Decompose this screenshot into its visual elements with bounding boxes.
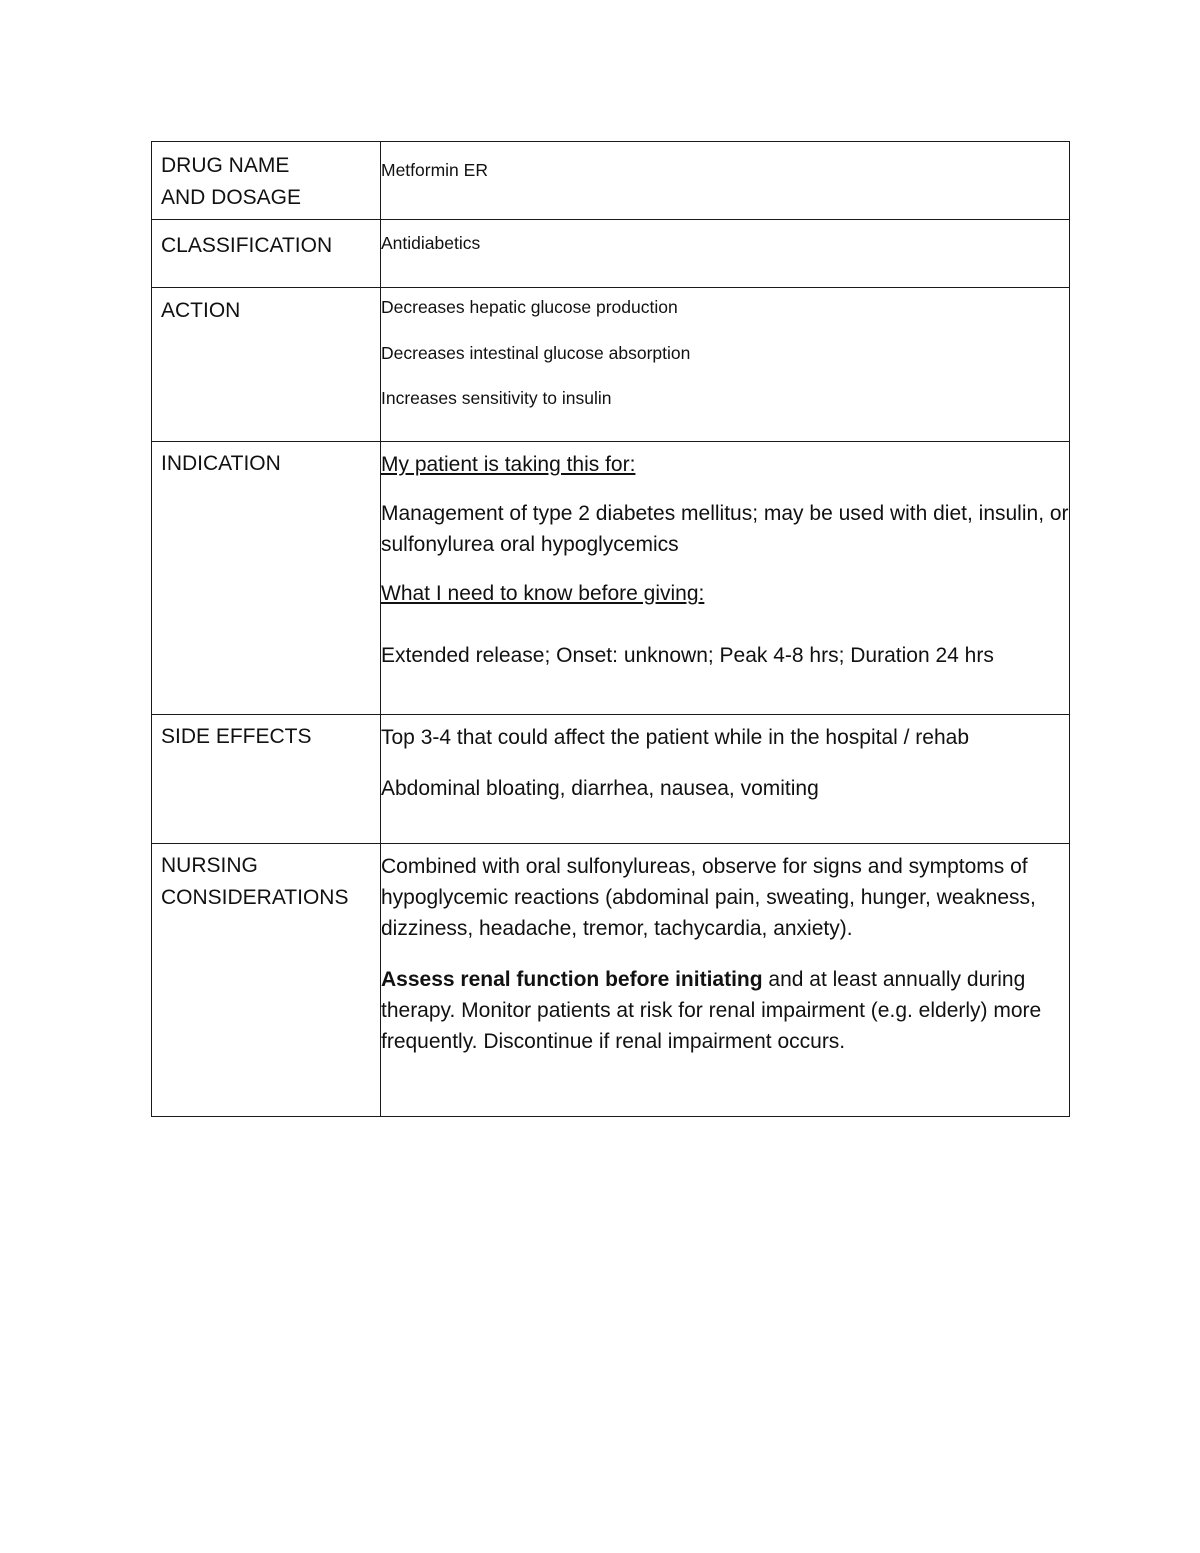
before-giving-text: Extended release; Onset: unknown; Peak 4-8 hrs; Duration 24 hrs [381, 644, 994, 667]
before-giving-heading: What I need to know before giving: [381, 582, 705, 605]
action-label: ACTION [161, 299, 241, 322]
side-effects-list: Abdominal bloating, diarrhea, nausea, vomiting [381, 777, 819, 800]
value-cell [381, 142, 1070, 220]
classification-label: CLASSIFICATION [161, 234, 333, 257]
indication-label: INDICATION [161, 452, 281, 475]
label-cell [152, 142, 381, 220]
side-effects-intro: Top 3-4 that could affect the patient while in the hospital / rehab [381, 726, 969, 749]
side-effects-label: SIDE EFFECTS [161, 725, 312, 748]
drug-name-value: Metformin ER [381, 160, 488, 180]
row-side-effects [152, 715, 1070, 844]
action-line: Decreases intestinal glucose absorption [381, 343, 691, 363]
action-line: Decreases hepatic glucose production [381, 297, 678, 317]
value-cell [381, 715, 1070, 844]
label-cell [152, 442, 381, 715]
label-cell [152, 715, 381, 844]
value-cell [381, 844, 1070, 1117]
value-cell [381, 442, 1070, 715]
renal-assessment-emphasis: Assess renal function before initiating [381, 968, 763, 991]
classification-value: Antidiabetics [381, 233, 481, 253]
drug-card-table [151, 141, 1070, 1117]
row-classification [152, 220, 1070, 288]
row-nursing-considerations [152, 844, 1070, 1117]
value-cell [381, 220, 1070, 288]
label-cell [152, 844, 381, 1117]
nursing-paragraph [381, 964, 1069, 1057]
row-action [152, 288, 1070, 442]
indication-text: Management of type 2 diabetes mellitus; may be used with diet, insulin, or sulfonylurea oral hypoglycemics [381, 502, 1069, 556]
nursing-label: NURSING CONSIDERATIONS [161, 854, 349, 909]
indication-heading: My patient is taking this for: [381, 453, 636, 476]
label-cell [152, 288, 381, 442]
action-line: Increases sensitivity to insulin [381, 388, 612, 408]
value-cell [381, 288, 1070, 442]
drug-name-label: DRUG NAME AND DOSAGE [161, 154, 302, 209]
nursing-paragraph: Combined with oral sulfonylureas, observe for signs and symptoms of hypoglycemic reactions (abdominal pain, sweating, hunger, weakness, dizziness, headache, tremor, tachycardia, anxiety). [381, 855, 1036, 940]
label-cell [152, 220, 381, 288]
renal-assessment-text: and at least annually during therapy. Monitor patients at risk for renal impairment (e.g. elderly) more frequently. Discontinue if renal impairment occurs. [381, 968, 1042, 1053]
row-drug-name [152, 142, 1070, 220]
row-indication [152, 442, 1070, 715]
